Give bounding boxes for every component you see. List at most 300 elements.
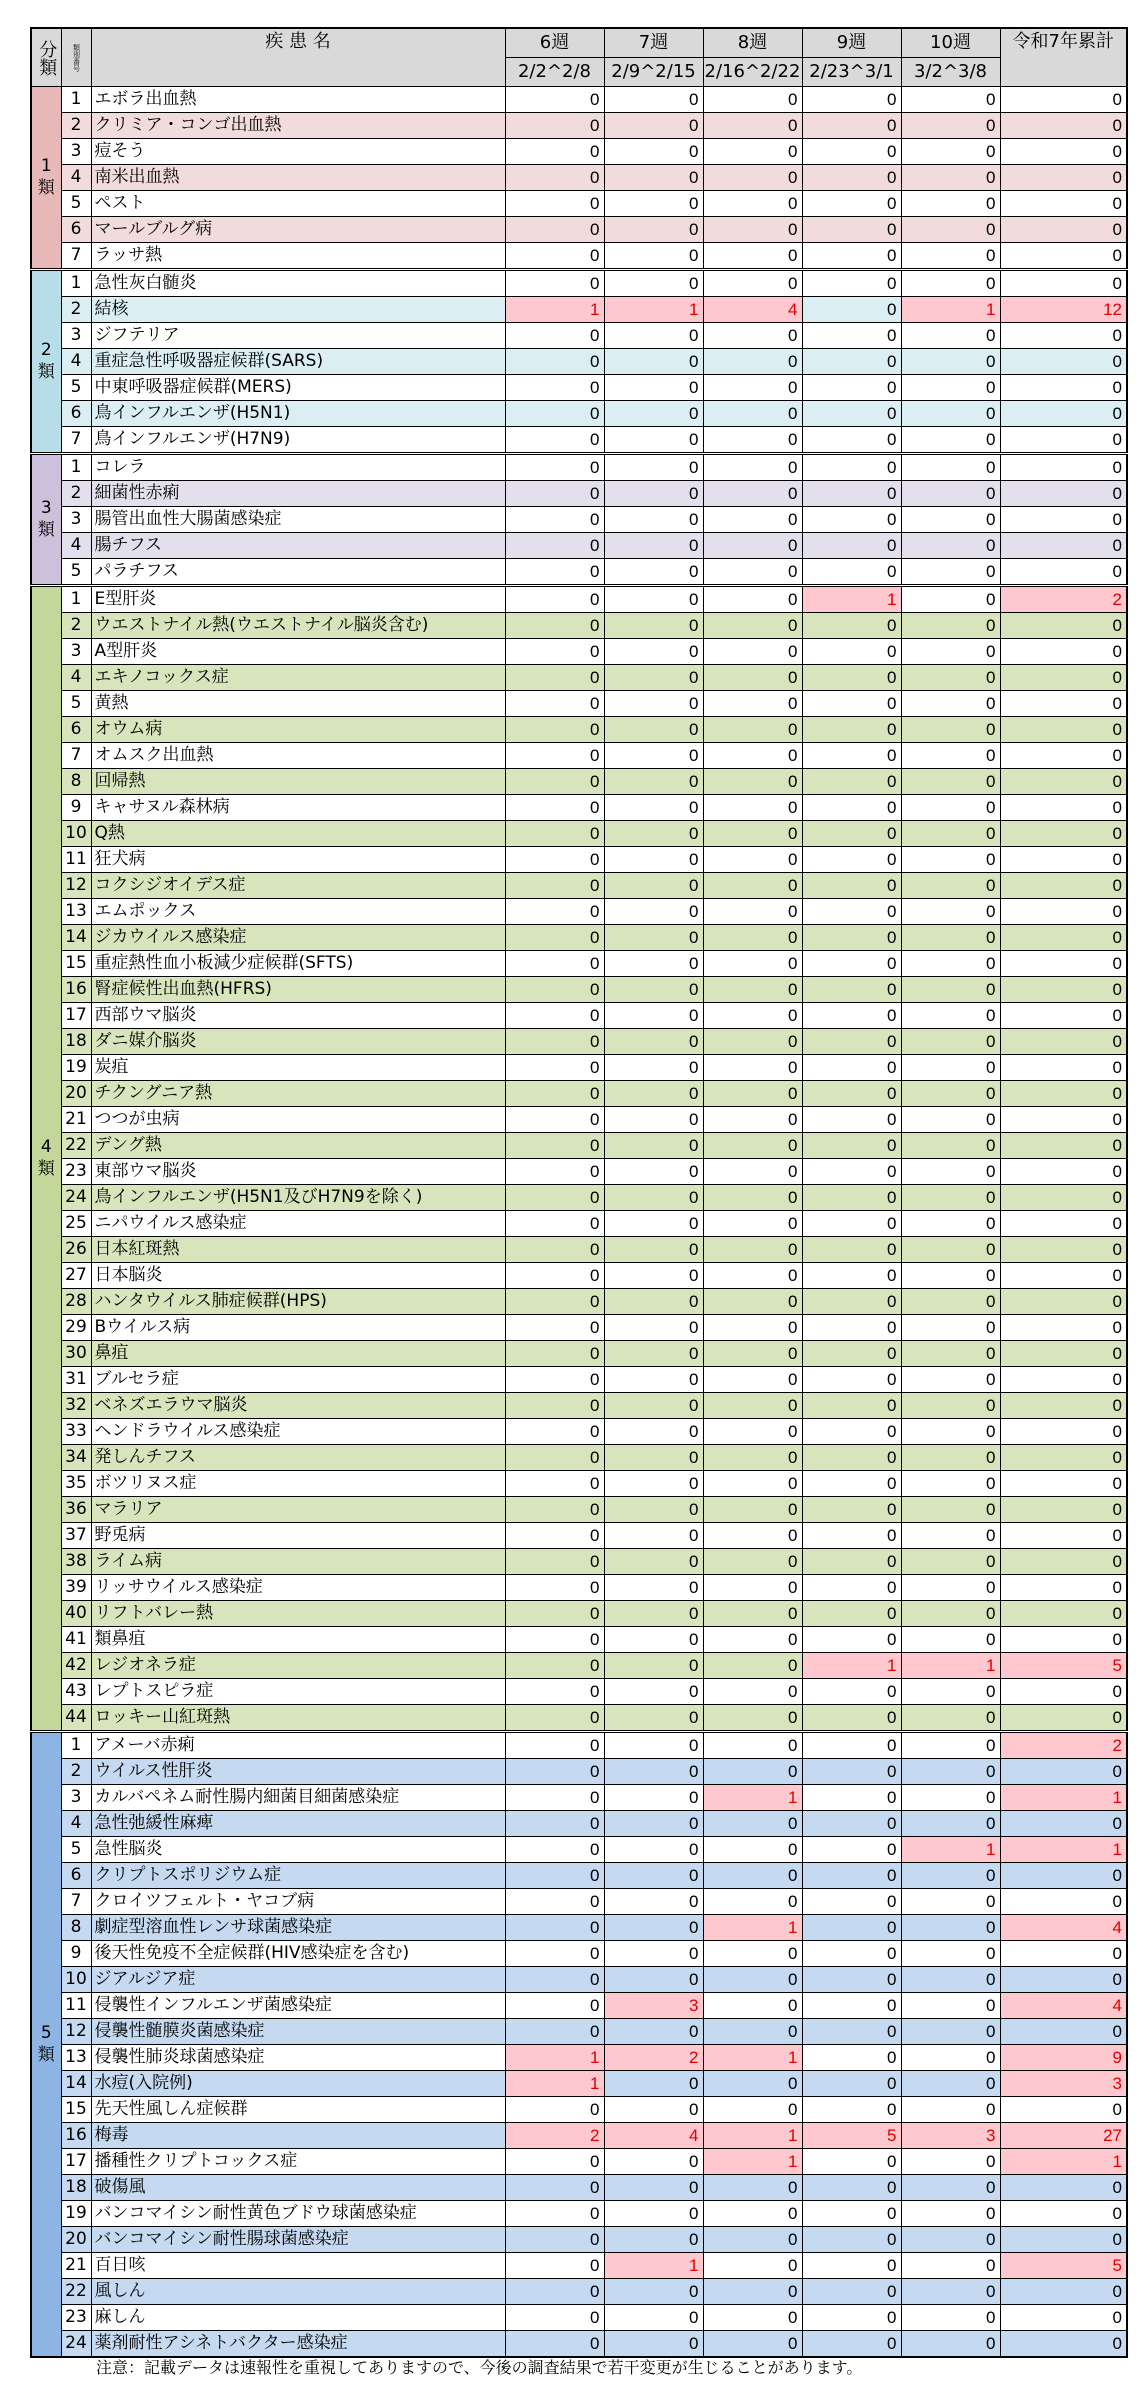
weekly-count: 0 [802,2201,901,2227]
row-number: 15 [61,2097,91,2123]
weekly-count: 0 [604,375,703,401]
disease-name: 麻しん [91,2305,505,2331]
weekly-count: 0 [901,401,1000,427]
weekly-count: 0 [505,1237,604,1263]
weekly-count: 0 [604,1263,703,1289]
disease-name: 播種性クリプトコックス症 [91,2149,505,2175]
weekly-count: 0 [901,1315,1000,1341]
weekly-count: 0 [802,2097,901,2123]
weekly-count: 0 [703,1627,802,1653]
weekly-count: 0 [703,2253,802,2279]
disease-name: ウイルス性肝炎 [91,1759,505,1785]
weekly-count: 0 [901,454,1000,481]
row-number: 10 [61,1967,91,1993]
weekly-count: 0 [505,165,604,191]
weekly-count: 0 [901,1471,1000,1497]
table-row [31,1419,1127,1445]
weekly-count: 0 [901,165,1000,191]
weekly-count: 0 [505,87,604,113]
row-number: 14 [61,925,91,951]
disease-name: バンコマイシン耐性黄色ブドウ球菌感染症 [91,2201,505,2227]
weekly-count: 0 [505,1705,604,1732]
weekly-count: 0 [901,1679,1000,1705]
cumulative-count: 0 [1000,165,1127,191]
table-row [31,2071,1127,2097]
weekly-count: 0 [901,2305,1000,2331]
row-number: 10 [61,821,91,847]
table-row [31,1837,1127,1863]
weekly-count: 0 [901,1785,1000,1811]
row-number: 39 [61,1575,91,1601]
weekly-count: 0 [703,1941,802,1967]
row-number: 28 [61,1289,91,1315]
weekly-count: 0 [901,1393,1000,1419]
weekly-count: 0 [802,1445,901,1471]
table-row [31,1523,1127,1549]
weekly-count: 0 [901,769,1000,795]
weekly-count: 0 [505,1211,604,1237]
cumulative-count: 0 [1000,401,1127,427]
cumulative-count: 0 [1000,1679,1127,1705]
weekly-count: 0 [901,1575,1000,1601]
weekly-count: 0 [703,1993,802,2019]
weekly-count: 0 [505,977,604,1003]
disease-name: 水痘(入院例) [91,2071,505,2097]
weekly-count: 0 [604,270,703,297]
table-row [31,1915,1127,1941]
weekly-count: 0 [703,899,802,925]
cumulative-count: 0 [1000,1211,1127,1237]
cumulative-count: 0 [1000,717,1127,743]
category-kanji: 類 [37,361,55,382]
weekly-count: 0 [901,2201,1000,2227]
weekly-count: 1 [901,1653,1000,1679]
disease-name: 重症急性呼吸器症候群(SARS) [91,349,505,375]
disease-name: ジフテリア [91,323,505,349]
weekly-count: 0 [802,1575,901,1601]
weekly-count: 0 [505,1863,604,1889]
weekly-count: 0 [802,87,901,113]
weekly-count: 0 [802,481,901,507]
row-number: 12 [61,2019,91,2045]
disease-name: 急性弛緩性麻痺 [91,1811,505,1837]
cumulative-count: 0 [1000,1759,1127,1785]
weekly-count: 0 [901,873,1000,899]
disease-name: リッサウイルス感染症 [91,1575,505,1601]
weekly-count: 0 [505,1941,604,1967]
category-kanji: 類 [37,519,55,540]
table-row [31,1993,1127,2019]
weekly-count: 0 [604,113,703,139]
weekly-count: 0 [901,1889,1000,1915]
weekly-count: 0 [901,1003,1000,1029]
weekly-count: 0 [604,899,703,925]
weekly-count: 0 [703,559,802,586]
cumulative-count: 0 [1000,1237,1127,1263]
table-row [31,217,1127,243]
weekly-count: 0 [505,1601,604,1627]
weekly-count: 0 [901,977,1000,1003]
cumulative-count: 0 [1000,899,1127,925]
table-row [31,1732,1127,1759]
disease-name: エキノコックス症 [91,665,505,691]
weekly-count: 0 [604,769,703,795]
weekly-count: 0 [505,613,604,639]
weekly-count: 0 [505,2331,604,2358]
table-row [31,1133,1127,1159]
weekly-count: 0 [604,2071,703,2097]
weekly-count: 0 [802,1523,901,1549]
cumulative-count: 0 [1000,1003,1127,1029]
weekly-count: 0 [901,1993,1000,2019]
table-row [31,1601,1127,1627]
weekly-count: 1 [901,1837,1000,1863]
weekly-count: 0 [901,1811,1000,1837]
table-row [31,1159,1127,1185]
header-category [31,28,61,87]
row-number: 4 [61,349,91,375]
weekly-count: 3 [901,2123,1000,2149]
weekly-count: 0 [703,1863,802,1889]
row-number: 2 [61,481,91,507]
row-number: 26 [61,1237,91,1263]
table-row [31,977,1127,1003]
weekly-count: 0 [703,2097,802,2123]
header-week-range: 2/2^2/8 [505,58,604,87]
table-row [31,2045,1127,2071]
weekly-count: 0 [901,795,1000,821]
cumulative-count: 0 [1000,1811,1127,1837]
weekly-count: 0 [901,323,1000,349]
weekly-count: 4 [703,297,802,323]
weekly-count: 0 [703,2201,802,2227]
table-row [31,1889,1127,1915]
disease-name: 劇症型溶血性レンサ球菌感染症 [91,1915,505,1941]
weekly-count: 0 [604,1315,703,1341]
disease-name: 狂犬病 [91,847,505,873]
weekly-count: 0 [703,1289,802,1315]
row-number: 5 [61,559,91,586]
weekly-count: 0 [703,586,802,613]
disease-name: 黄熱 [91,691,505,717]
row-number: 12 [61,873,91,899]
weekly-count: 0 [901,1419,1000,1445]
category-cell [31,586,61,1732]
weekly-count: 0 [505,1889,604,1915]
cumulative-count: 0 [1000,847,1127,873]
weekly-count: 0 [604,1523,703,1549]
weekly-count: 0 [604,1941,703,1967]
weekly-count: 0 [703,139,802,165]
weekly-count: 0 [703,481,802,507]
weekly-count: 0 [802,1679,901,1705]
table-row [31,2227,1127,2253]
weekly-count: 0 [505,1549,604,1575]
disease-name: ダニ媒介脳炎 [91,1029,505,1055]
table-row [31,2097,1127,2123]
weekly-count: 0 [703,533,802,559]
row-number: 2 [61,1759,91,1785]
weekly-count: 0 [505,1393,604,1419]
weekly-count: 0 [604,165,703,191]
weekly-count: 0 [901,2149,1000,2175]
disease-name: 結核 [91,297,505,323]
weekly-count: 0 [604,401,703,427]
row-number: 31 [61,1367,91,1393]
cumulative-count: 0 [1000,1445,1127,1471]
weekly-count: 0 [802,427,901,454]
disease-name: ラッサ熱 [91,243,505,270]
row-number: 24 [61,1185,91,1211]
weekly-count: 0 [703,217,802,243]
cumulative-count: 0 [1000,1393,1127,1419]
weekly-count: 0 [703,691,802,717]
weekly-count: 0 [703,165,802,191]
weekly-count: 0 [505,2253,604,2279]
row-number: 13 [61,899,91,925]
weekly-count: 0 [505,2201,604,2227]
weekly-count: 0 [604,1889,703,1915]
weekly-count: 0 [505,1367,604,1393]
row-number: 5 [61,375,91,401]
row-number: 17 [61,2149,91,2175]
weekly-count: 0 [703,191,802,217]
disease-name: E型肝炎 [91,586,505,613]
weekly-count: 0 [802,2071,901,2097]
cumulative-count: 9 [1000,2045,1127,2071]
weekly-count: 0 [505,270,604,297]
weekly-count: 0 [505,821,604,847]
disease-name: ボツリヌス症 [91,1471,505,1497]
weekly-count: 0 [802,1993,901,2019]
weekly-count: 0 [901,586,1000,613]
weekly-count: 0 [703,1445,802,1471]
weekly-count: 0 [505,559,604,586]
weekly-count: 0 [802,1289,901,1315]
cumulative-count: 0 [1000,1289,1127,1315]
weekly-count: 0 [901,1289,1000,1315]
weekly-count: 0 [901,1029,1000,1055]
weekly-count: 0 [505,1263,604,1289]
table-row [31,1811,1127,1837]
cumulative-count: 0 [1000,1471,1127,1497]
row-number: 24 [61,2331,91,2358]
row-number: 3 [61,507,91,533]
row-number: 9 [61,1941,91,1967]
disease-name: 侵襲性髄膜炎菌感染症 [91,2019,505,2045]
weekly-count: 0 [604,1679,703,1705]
weekly-count: 0 [901,1863,1000,1889]
cumulative-count: 0 [1000,873,1127,899]
weekly-count: 0 [802,613,901,639]
weekly-count: 5 [802,2123,901,2149]
row-number: 18 [61,2175,91,2201]
disease-name: ペスト [91,191,505,217]
disease-name: 急性灰白髄炎 [91,270,505,297]
weekly-count: 0 [604,1393,703,1419]
table-row [31,481,1127,507]
weekly-count: 0 [703,639,802,665]
weekly-count: 1 [703,1785,802,1811]
disease-name: チクングニア熱 [91,1081,505,1107]
weekly-count: 0 [901,1211,1000,1237]
table-row [31,665,1127,691]
weekly-count: 0 [703,507,802,533]
weekly-count: 0 [802,1029,901,1055]
weekly-count: 0 [505,1471,604,1497]
weekly-count: 0 [604,533,703,559]
cumulative-count: 5 [1000,2253,1127,2279]
cumulative-count: 0 [1000,2019,1127,2045]
weekly-count: 0 [802,1237,901,1263]
weekly-count: 0 [703,1263,802,1289]
header-cumulative-total: 令和7年累計 [1000,28,1127,87]
weekly-count: 0 [703,1575,802,1601]
cumulative-count: 12 [1000,297,1127,323]
cumulative-count: 0 [1000,243,1127,270]
weekly-count: 0 [802,1393,901,1419]
row-number: 11 [61,847,91,873]
weekly-count: 0 [505,2019,604,2045]
row-number: 4 [61,665,91,691]
table-row [31,613,1127,639]
row-number: 8 [61,769,91,795]
cumulative-count: 0 [1000,977,1127,1003]
row-number: 20 [61,1081,91,1107]
weekly-count: 0 [802,1263,901,1289]
weekly-count: 0 [901,2279,1000,2305]
weekly-count: 2 [604,2045,703,2071]
weekly-count: 0 [505,639,604,665]
weekly-count: 1 [703,1915,802,1941]
disease-name: アメーバ赤痢 [91,1732,505,1759]
row-number: 17 [61,1003,91,1029]
weekly-count: 0 [505,1107,604,1133]
weekly-count: 0 [802,533,901,559]
weekly-count: 0 [505,1679,604,1705]
cumulative-count: 0 [1000,1133,1127,1159]
weekly-count: 0 [703,2227,802,2253]
cumulative-count: 0 [1000,2331,1127,2358]
table-row [31,691,1127,717]
weekly-count: 0 [802,1549,901,1575]
table-row [31,899,1127,925]
weekly-count: 0 [802,1107,901,1133]
disease-name: クリミア・コンゴ出血熱 [91,113,505,139]
weekly-count: 0 [901,2045,1000,2071]
cumulative-count: 1 [1000,1785,1127,1811]
weekly-count: 0 [703,847,802,873]
disease-name: 東部ウマ脳炎 [91,1159,505,1185]
weekly-count: 0 [703,1419,802,1445]
cumulative-count: 0 [1000,87,1127,113]
cumulative-count: 0 [1000,139,1127,165]
table-row [31,821,1127,847]
weekly-count: 0 [604,1575,703,1601]
row-number: 1 [61,586,91,613]
weekly-count: 0 [604,1341,703,1367]
cumulative-count: 0 [1000,2201,1127,2227]
weekly-count: 0 [901,139,1000,165]
disease-name: 鳥インフルエンザ(H5N1) [91,401,505,427]
table-row [31,507,1127,533]
weekly-count: 0 [505,191,604,217]
table-row [31,165,1127,191]
weekly-count: 0 [505,349,604,375]
weekly-count: 0 [505,1497,604,1523]
weekly-count: 0 [703,113,802,139]
row-number: 16 [61,2123,91,2149]
weekly-count: 0 [505,1837,604,1863]
row-number: 3 [61,1785,91,1811]
weekly-count: 0 [703,873,802,899]
disease-name: ニパウイルス感染症 [91,1211,505,1237]
table-row [31,1863,1127,1889]
weekly-count: 0 [604,2097,703,2123]
weekly-count: 0 [802,1811,901,1837]
weekly-count: 0 [505,1811,604,1837]
weekly-count: 0 [505,1315,604,1341]
disease-name: デング熱 [91,1133,505,1159]
weekly-count: 0 [604,1445,703,1471]
table-row [31,1341,1127,1367]
disease-name: オムスク出血熱 [91,743,505,769]
weekly-count: 0 [901,665,1000,691]
weekly-count: 0 [901,217,1000,243]
weekly-count: 0 [604,507,703,533]
weekly-count: 0 [505,1133,604,1159]
weekly-count: 0 [703,795,802,821]
header-week: 6週 [505,28,604,58]
weekly-count: 0 [802,270,901,297]
weekly-count: 2 [505,2123,604,2149]
weekly-count: 0 [505,2279,604,2305]
row-number: 19 [61,2201,91,2227]
weekly-count: 0 [802,769,901,795]
weekly-count: 0 [901,925,1000,951]
disease-name: 薬剤耐性アシネトバクター感染症 [91,2331,505,2358]
disease-name: 炭疽 [91,1055,505,1081]
weekly-count: 0 [604,977,703,1003]
weekly-count: 0 [604,613,703,639]
disease-name: 腸チフス [91,533,505,559]
disease-name: ウエストナイル熱(ウエストナイル脳炎含む) [91,613,505,639]
cumulative-count: 0 [1000,1159,1127,1185]
weekly-count: 0 [901,375,1000,401]
row-number: 7 [61,1889,91,1915]
weekly-count: 0 [901,1732,1000,1759]
weekly-count: 0 [604,323,703,349]
table-row [31,1211,1127,1237]
disease-name: Q熱 [91,821,505,847]
cumulative-count: 0 [1000,2227,1127,2253]
weekly-count: 0 [802,2279,901,2305]
row-number: 37 [61,1523,91,1549]
weekly-count: 0 [505,139,604,165]
header-week: 10週 [901,28,1000,58]
row-number: 6 [61,217,91,243]
weekly-count: 0 [802,2175,901,2201]
table-row [31,191,1127,217]
disease-name: 後天性免疫不全症候群(HIV感染症を含む) [91,1941,505,1967]
weekly-count: 0 [604,925,703,951]
weekly-count: 0 [604,217,703,243]
weekly-count: 0 [703,1133,802,1159]
weekly-count: 0 [802,1837,901,1863]
row-number: 2 [61,297,91,323]
weekly-count: 0 [703,323,802,349]
cumulative-count: 0 [1000,533,1127,559]
